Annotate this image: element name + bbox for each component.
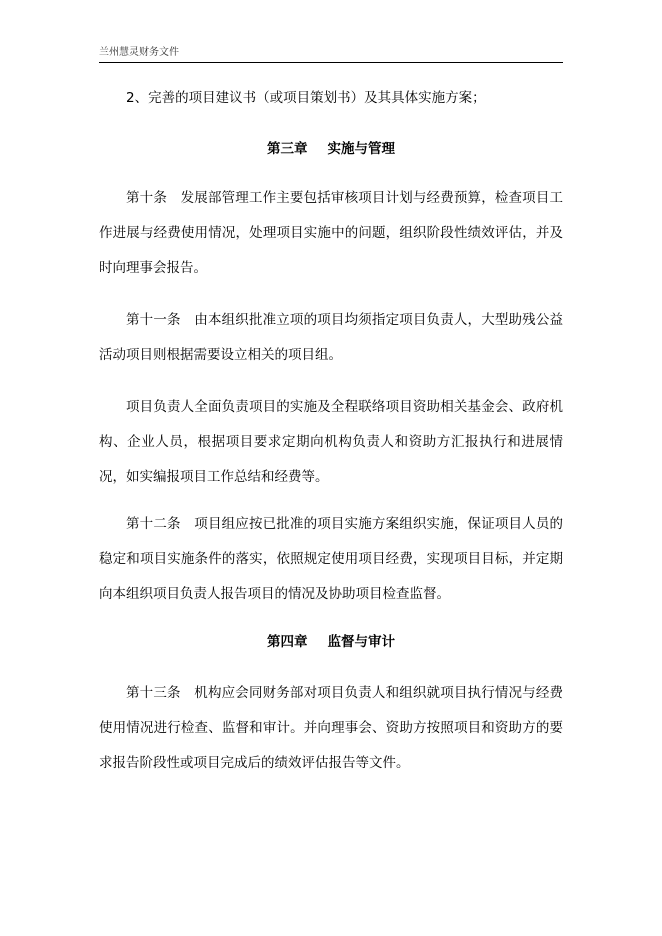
article-10-paragraph: 第十条 发展部管理工作主要包括审核项目计划与经费预算，检查项目工作进展与经费使用情况，处理项目实施中的问题，组织阶段性绩效评估，并及时向理事会报告。	[99, 190, 563, 276]
chapter-3-title: 实施与管理	[327, 141, 395, 157]
chapter-3-number: 第三章	[267, 141, 308, 157]
chapter-4-heading	[99, 632, 563, 652]
item-2-paragraph: 2、完善的项目建议书（或项目策划书）及其具体实施方案；	[126, 90, 486, 106]
article-11-continuation-paragraph: 项目负责人全面负责项目的实施及全程联络项目资助相关基金会、政府机构、企业人员，根据项目要求定期向机构负责人和资助方汇报执行和进展情况，如实编报项目工作总结和经费等。	[99, 399, 563, 485]
header-title: 兰州慧灵财务文件	[99, 47, 179, 58]
article-12-paragraph: 第十二条 项目组应按已批准的项目实施方案组织实施，保证项目人员的稳定和项目实施条件的落实，依照规定使用项目经费，实现项目目标，并定期向本组织项目负责人报告项目的情况及协助项目检查监督。	[99, 516, 563, 602]
page-header	[99, 46, 563, 63]
article-11-paragraph: 第十一条 由本组织批准立项的项目均须指定项目负责人，大型助残公益活动项目则根据需要设立相关的项目组。	[99, 312, 563, 363]
chapter-4-title: 监督与审计	[327, 634, 395, 650]
chapter-3-heading	[99, 139, 563, 159]
article-13-paragraph: 第十三条 机构应会同财务部对项目负责人和组织就项目执行情况与经费使用情况进行检查、监督和审计。并向理事会、资助方按照项目和资助方的要求报告阶段性或项目完成后的绩效评估报告等文件。	[99, 685, 563, 771]
chapter-4-number: 第四章	[267, 634, 308, 650]
